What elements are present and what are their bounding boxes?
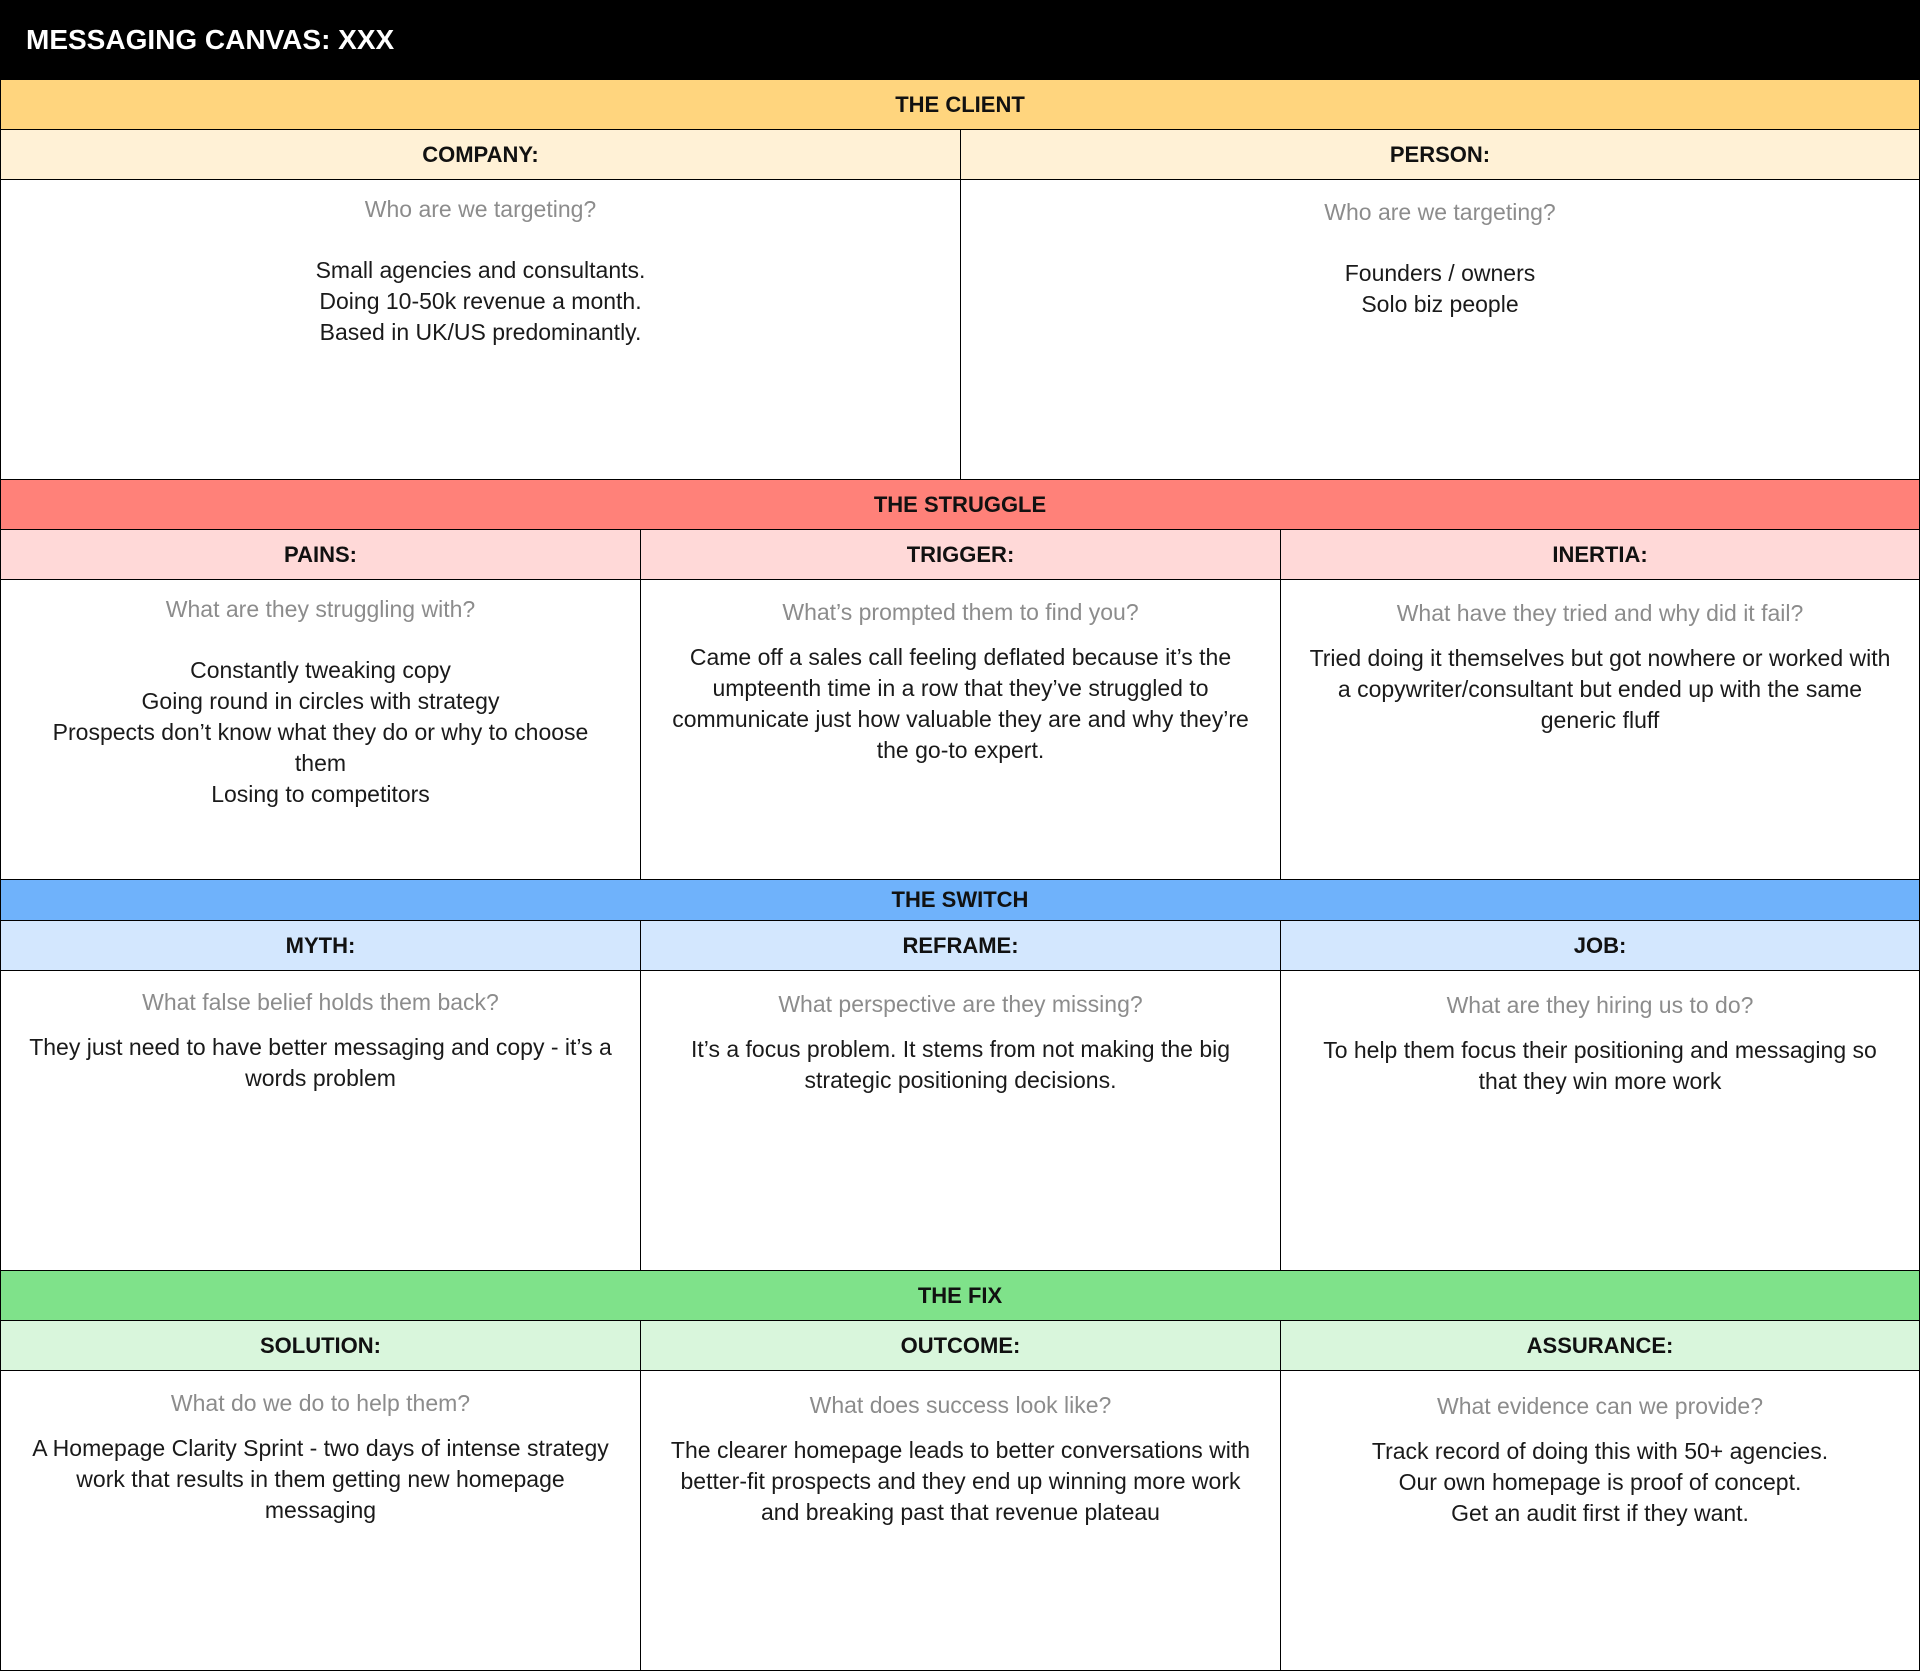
pains-prompt: What are they struggling with? bbox=[165, 596, 476, 622]
solution-label: SOLUTION: bbox=[1, 1321, 640, 1371]
reframe-cell bbox=[641, 971, 1280, 1271]
job-answer: To help them focus their positioning and messaging so that they win more work bbox=[1323, 1037, 1877, 1094]
inertia-column bbox=[1281, 530, 1920, 880]
inertia-answer: Tried doing it themselves but got nowhere or worked with a copywriter/consultant but ended up with the same generic fluff bbox=[1309, 645, 1891, 733]
inertia-cell bbox=[1281, 580, 1919, 880]
trigger-prompt: What’s prompted them to find you? bbox=[782, 599, 1139, 625]
pains-line: Going round in circles with strategy bbox=[141, 688, 500, 714]
job-label: JOB: bbox=[1281, 921, 1919, 971]
pains-cell bbox=[1, 580, 640, 880]
section-heading-switch: THE SWITCH bbox=[0, 880, 1920, 921]
outcome-column bbox=[641, 1321, 1281, 1671]
assurance-line: Track record of doing this with 50+ agencies. bbox=[1371, 1438, 1829, 1464]
company-line: Small agencies and consultants. bbox=[315, 257, 646, 283]
person-line: Founders / owners bbox=[1344, 260, 1536, 286]
struggle-row bbox=[0, 530, 1920, 880]
section-heading-struggle: THE STRUGGLE bbox=[0, 480, 1920, 530]
trigger-cell bbox=[641, 580, 1280, 880]
person-column bbox=[961, 130, 1920, 480]
outcome-prompt: What does success look like? bbox=[809, 1392, 1112, 1418]
outcome-cell bbox=[641, 1371, 1280, 1671]
myth-answer: They just need to have better messaging and copy - it’s a words problem bbox=[29, 1034, 612, 1091]
person-line: Solo biz people bbox=[1361, 291, 1519, 317]
pains-answer bbox=[51, 655, 590, 810]
trigger-answer: Came off a sales call feeling deflated because it’s the umpteenth time in a row that they’ve struggled to communicate just how valuable they are and why they’re the go-to expert. bbox=[672, 644, 1249, 763]
page-title: MESSAGING CANVAS: XXX bbox=[0, 0, 1920, 80]
job-column bbox=[1281, 921, 1920, 1271]
reframe-label: REFRAME: bbox=[641, 921, 1280, 971]
person-answer bbox=[983, 258, 1897, 320]
client-row bbox=[0, 130, 1920, 480]
company-label: COMPANY: bbox=[1, 130, 960, 180]
myth-label: MYTH: bbox=[1, 921, 640, 971]
company-column bbox=[1, 130, 961, 480]
fix-row bbox=[0, 1321, 1920, 1671]
reframe-column bbox=[641, 921, 1281, 1271]
inertia-prompt: What have they tried and why did it fail? bbox=[1396, 600, 1804, 626]
job-cell bbox=[1281, 971, 1919, 1271]
assurance-prompt: What evidence can we provide? bbox=[1436, 1393, 1764, 1419]
myth-cell bbox=[1, 971, 640, 1271]
company-prompt: Who are we targeting? bbox=[364, 196, 597, 222]
pains-label: PAINS: bbox=[1, 530, 640, 580]
assurance-cell bbox=[1281, 1371, 1919, 1671]
assurance-column bbox=[1281, 1321, 1920, 1671]
myth-prompt: What false belief holds them back? bbox=[142, 989, 499, 1015]
assurance-label: ASSURANCE: bbox=[1281, 1321, 1919, 1371]
reframe-prompt: What perspective are they missing? bbox=[778, 991, 1143, 1017]
company-line: Based in UK/US predominantly. bbox=[319, 319, 642, 345]
assurance-line: Our own homepage is proof of concept. bbox=[1398, 1469, 1802, 1495]
pains-line: Prospects don’t know what they do or why to choose them bbox=[52, 719, 589, 776]
solution-cell bbox=[1, 1371, 640, 1671]
section-heading-client: THE CLIENT bbox=[0, 80, 1920, 130]
outcome-label: OUTCOME: bbox=[641, 1321, 1280, 1371]
solution-answer: A Homepage Clarity Sprint - two days of intense strategy work that results in them getting new homepage messaging bbox=[32, 1435, 609, 1523]
solution-prompt: What do we do to help them? bbox=[170, 1390, 471, 1416]
solution-column bbox=[1, 1321, 641, 1671]
trigger-label: TRIGGER: bbox=[641, 530, 1280, 580]
company-line: Doing 10-50k revenue a month. bbox=[319, 288, 642, 314]
person-label: PERSON: bbox=[961, 130, 1919, 180]
pains-line: Losing to competitors bbox=[211, 781, 430, 807]
company-cell bbox=[1, 180, 960, 480]
inertia-label: INERTIA: bbox=[1281, 530, 1919, 580]
person-prompt: Who are we targeting? bbox=[1324, 199, 1556, 225]
switch-row bbox=[0, 921, 1920, 1271]
pains-column bbox=[1, 530, 641, 880]
outcome-answer: The clearer homepage leads to better conversations with better-fit prospects and they end up winning more work and breaking past that revenue plateau bbox=[670, 1437, 1251, 1525]
myth-column bbox=[1, 921, 641, 1271]
reframe-answer: It’s a focus problem. It stems from not making the big strategic positioning decisions. bbox=[690, 1036, 1231, 1093]
trigger-column bbox=[641, 530, 1281, 880]
pains-line: Constantly tweaking copy bbox=[190, 657, 451, 683]
person-cell bbox=[961, 180, 1919, 480]
company-answer bbox=[23, 255, 938, 348]
section-heading-fix: THE FIX bbox=[0, 1271, 1920, 1321]
job-prompt: What are they hiring us to do? bbox=[1446, 992, 1754, 1018]
assurance-line: Get an audit first if they want. bbox=[1451, 1500, 1749, 1526]
assurance-answer bbox=[1303, 1436, 1897, 1529]
